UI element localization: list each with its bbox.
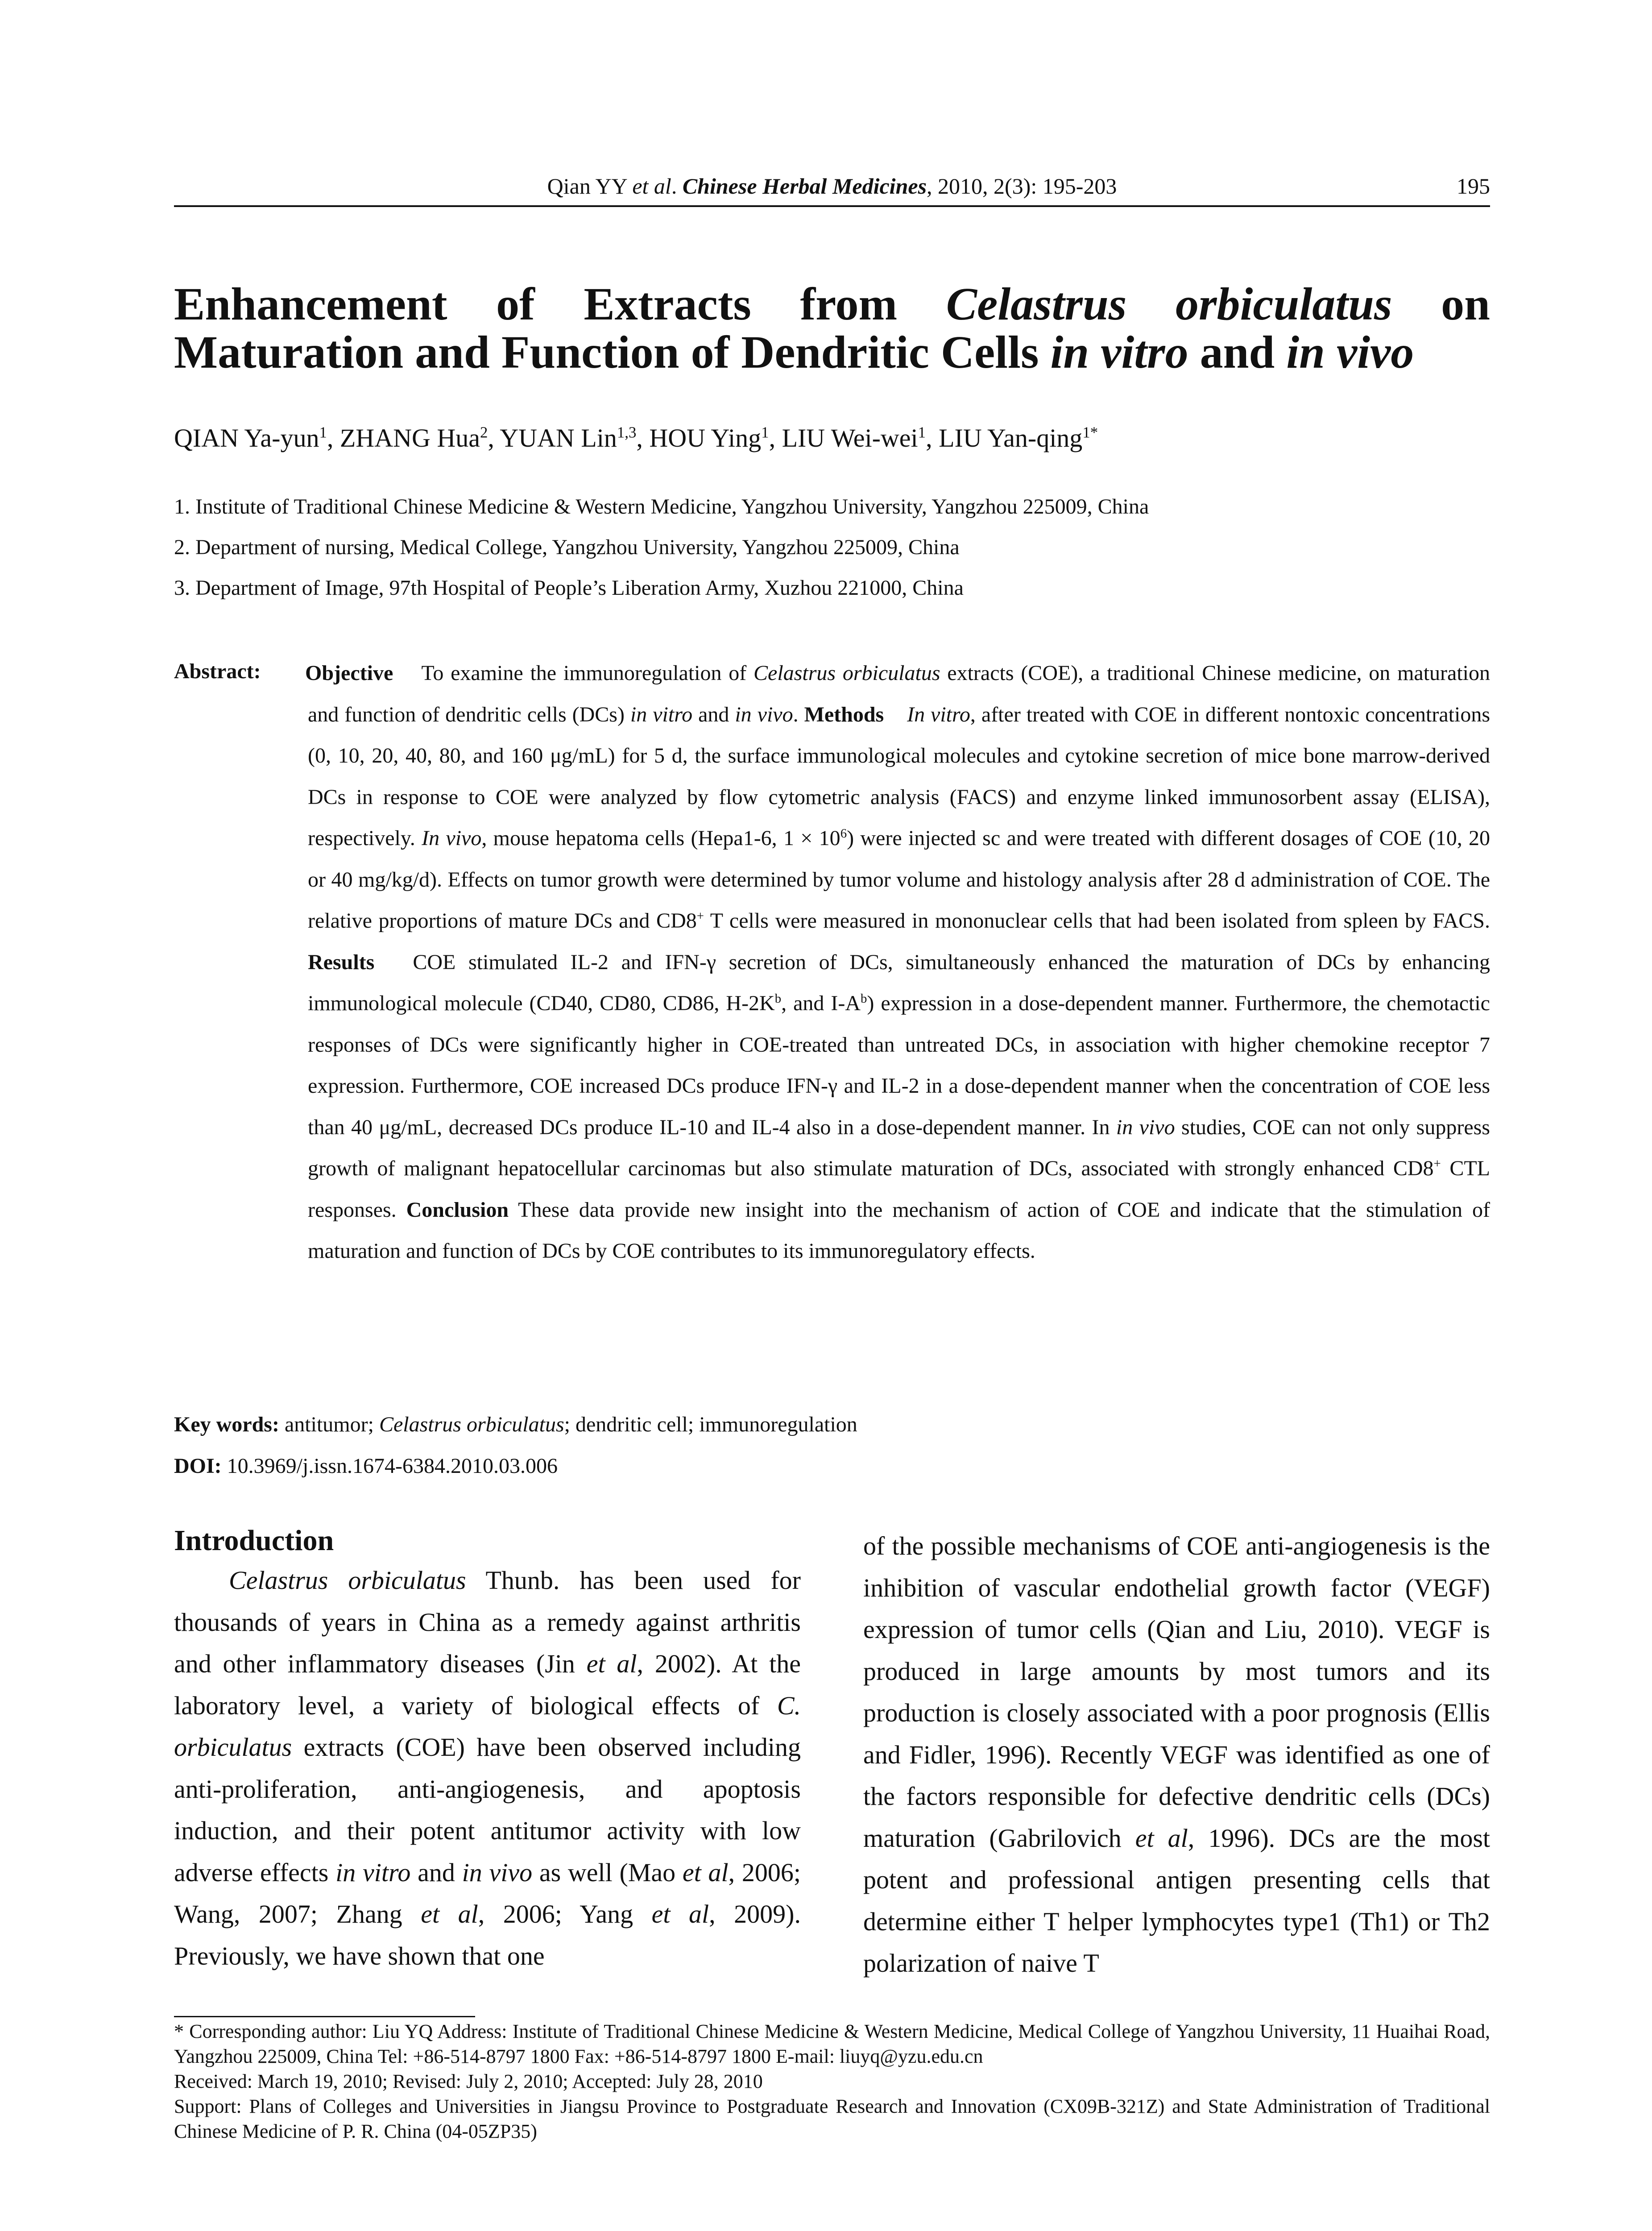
objective-label: Objective	[305, 661, 393, 685]
abstract-superscript: b	[861, 991, 867, 1006]
page-number: 195	[1457, 174, 1490, 199]
author-separator: ,	[327, 423, 340, 452]
author	[649, 423, 782, 452]
intro-italic: et al	[682, 1858, 729, 1887]
abstract-italic: in vivo	[1116, 1115, 1175, 1139]
author	[782, 423, 939, 452]
keywords-label: Key words:	[174, 1413, 279, 1436]
abstract-superscript: +	[1433, 1157, 1441, 1171]
title-word: on	[1441, 278, 1490, 330]
methods-label: Methods	[804, 702, 884, 726]
author-affiliation-mark: 2	[480, 423, 488, 441]
author	[340, 423, 500, 452]
author-affiliation-mark: 1	[319, 423, 327, 441]
abstract-text: CTL responses.	[308, 1157, 1491, 1222]
keywords-italic: Celastrus orbiculatus	[379, 1413, 564, 1436]
title-line-1	[174, 280, 1490, 328]
abstract-text: COE stimulated IL-2 and IFN-γ secretion of DCs, simultaneously enhanced the maturation of DCs by enhancing immunological molecule (CD40, CD80, CD86, H-2K	[308, 950, 1491, 1015]
author	[939, 423, 1098, 452]
abstract-body	[305, 653, 1491, 1272]
abstract-superscript: b	[774, 991, 782, 1006]
author-affiliation-mark: 1,3	[617, 423, 637, 441]
running-header	[174, 173, 1490, 207]
citation-dot: .	[671, 174, 683, 199]
footnote-received: Received: March 19, 2010; Revised: July 2, 2010; Accepted: July 28, 2010	[174, 2070, 763, 2092]
abstract-italic: Celastrus orbiculatus	[754, 661, 940, 685]
citation-volume: , 2010, 2(3): 195-203	[927, 174, 1117, 199]
affiliation-1: 1. Institute of Traditional Chinese Medicine & Western Medicine, Yangzhou University, Yangzhou 225009, China	[174, 495, 1149, 518]
footnote-corresponding-author: * Corresponding author: Liu YQ Address: Institute of Traditional Chinese Medicine & Western Medicine, Medical College of Yangzhou University, 11 Huaihai Road, Yangzhou 225009, China Tel: +86-514-8797 1800 Fax: +86-514-8797 1800 E-mail: liuyq@yzu.edu.cn	[174, 2020, 1490, 2067]
title-fragment: and	[1188, 327, 1287, 378]
intro-italic: C. orbiculatus	[174, 1691, 801, 1762]
title-word: from	[800, 278, 898, 330]
affiliation-2: 2. Department of nursing, Medical College, Yangzhou University, Yangzhou 225009, China	[174, 535, 960, 559]
abstract-text: and	[692, 702, 735, 726]
intro-text: , 2002). At the laboratory level, a variety of biological effects of	[174, 1649, 801, 1720]
author-name: QIAN Ya-yun	[174, 423, 319, 452]
title-word: orbiculatus	[1175, 278, 1392, 330]
title-word: Enhancement	[174, 278, 447, 330]
author-name: ZHANG Hua	[340, 423, 480, 452]
abstract-text: , mouse hepatoma cells (Hepa1-6, 1 × 10	[481, 826, 840, 850]
journal-name: Chinese Herbal Medicines	[682, 174, 927, 199]
title-word: Celastrus	[946, 278, 1127, 330]
author-affiliation-mark: 1	[761, 423, 769, 441]
intro-italic: in vitro	[335, 1858, 411, 1887]
title-fragment: in vivo	[1286, 327, 1414, 378]
footnote-divider	[174, 2016, 475, 2017]
conclusion-label: Conclusion	[406, 1198, 509, 1222]
abstract-label: Abstract:	[174, 659, 261, 683]
affiliation-3: 3. Department of Image, 97th Hospital of People’s Liberation Army, Xuzhou 221000, China	[174, 576, 964, 600]
intro-text: extracts (COE) have been observed including anti-proliferation, anti-angiogenesis, and apoptosis induction, and their potent antitumor activity with low adverse effects	[174, 1733, 801, 1887]
author-name: YUAN Lin	[500, 423, 617, 452]
introduction-right-column	[863, 1525, 1490, 1984]
intro-italic: et al	[1135, 1823, 1188, 1853]
doi	[174, 1454, 558, 1478]
abstract-text: , after treated with COE in different nontoxic concentrations (0, 10, 20, 40, 80, and 160 μg/mL) for 5 d, the surface immunological molecules and cytokine secretion of mice bone marrow-derived DCs in response to COE were analyzed by flow cytometric analysis (FACS) and enzyme linked immunosorbent assay (ELISA), respectively.	[308, 702, 1491, 850]
intro-italic: et al	[421, 1899, 478, 1928]
introduction-paragraph-continued	[863, 1525, 1490, 1984]
article-title	[174, 280, 1490, 377]
intro-text: Thunb. has been used for thousands of years in China as a remedy against arthritis and other inflammatory diseases (Jin	[174, 1566, 801, 1678]
intro-text: , 2009). Previously, we have shown that one	[174, 1899, 801, 1970]
title-word: of	[496, 278, 535, 330]
doi-label: DOI:	[174, 1454, 222, 1478]
title-fragment: in vitro	[1050, 327, 1188, 378]
abstract-text: These data provide new insight into the mechanism of action of COE and indicate that the stimulation of maturation and function of DCs by COE contributes to its immunoregulatory effects.	[308, 1198, 1490, 1263]
abstract-italic: in vivo	[735, 702, 793, 726]
results-label: Results	[308, 950, 375, 974]
author-affiliation-mark: 1	[918, 423, 926, 441]
keywords	[174, 1412, 857, 1437]
title-line-2	[174, 328, 1490, 377]
abstract-text: extracts (COE), a traditional Chinese medicine, on maturation and function of dendritic cells (DCs)	[308, 661, 1491, 726]
journal-citation	[174, 173, 1490, 199]
keywords-text: antitumor;	[279, 1413, 379, 1436]
abstract-superscript: +	[696, 909, 704, 923]
abstract-text: T cells were measured in mononuclear cells that had been isolated from spleen by FACS.	[704, 909, 1490, 933]
footnote-support: Support: Plans of Colleges and Universities in Jiangsu Province to Postgraduate Research and Innovation (CX09B-321Z) and State Administration of Traditional Chinese Medicine of P. R. China (04-05ZP35)	[174, 2095, 1490, 2142]
author-list	[174, 423, 1098, 453]
abstract-italic: In vitro	[907, 702, 970, 726]
introduction-paragraph	[174, 1559, 801, 1977]
intro-italic: et al	[586, 1649, 637, 1678]
abstract-text: To examine the immunoregulation of	[421, 661, 754, 685]
author-separator: ,	[769, 423, 782, 452]
author-separator: ,	[488, 423, 500, 452]
author-affiliation-mark: 1*	[1082, 423, 1098, 441]
intro-text: as well (Mao	[532, 1858, 683, 1887]
author	[500, 423, 649, 452]
author	[174, 423, 340, 452]
footnotes	[174, 2019, 1490, 2144]
author-separator: ,	[636, 423, 650, 452]
abstract-text: .	[793, 702, 804, 726]
intro-italic: in vivo	[462, 1858, 533, 1887]
author-name: LIU Yan-qing	[939, 423, 1083, 452]
intro-italic: Celastrus orbiculatus	[229, 1566, 466, 1595]
citation-etal: et al	[632, 174, 671, 199]
doi-value[interactable]: 10.3969/j.issn.1674-6384.2010.03.006	[221, 1454, 558, 1478]
intro-text: of the possible mechanisms of COE anti-angiogenesis is the inhibition of vascular endothelial growth factor (VEGF) expression of tumor cells (Qian and Liu, 2010). VEGF is produced in large amounts by most tumors and its production is closely associated with a poor prognosis (Ellis and Fidler, 1996). Recently VEGF was identified as one of the factors responsible for defective dendritic cells (DCs) maturation (Gabrilovich	[863, 1531, 1490, 1853]
intro-text: , 2006; Yang	[478, 1899, 652, 1928]
title-word: Extracts	[584, 278, 751, 330]
citation-authors: Qian YY	[547, 174, 633, 199]
abstract-text: studies, COE can not only suppress growth of malignant hepatocellular carcinomas but also stimulate maturation of DCs, associated with strongly enhanced CD8	[308, 1115, 1490, 1180]
introduction-left-column	[174, 1522, 801, 1977]
abstract-italic: in vitro	[630, 702, 693, 726]
keywords-text: ; dendritic cell; immunoregulation	[564, 1413, 857, 1436]
abstract-text: ) were injected sc and were treated with different dosages of COE (10, 20 or 40 mg/kg/d). Effects on tumor growth were determined by tumor volume and histology analysis after 28 d administration of COE. The relative proportions of mature DCs and CD8	[308, 826, 1491, 933]
abstract-text: ) expression in a dose-dependent manner. Furthermore, the chemotactic responses of DCs were significantly higher in COE-treated than untreated DCs, in association with higher chemokine receptor 7 expression. Furthermore, COE increased DCs produce IFN-γ and IL-2 in a dose-dependent manner when the concentration of COE less than 40 μg/mL, decreased DCs produce IL-10 and IL-4 also in a dose-dependent manner. In	[308, 991, 1490, 1139]
intro-text: , 2006; Wang, 2007; Zhang	[174, 1858, 801, 1928]
author-separator: ,	[926, 423, 939, 452]
title-fragment: Maturation and Function of Dendritic Cells	[174, 327, 1051, 378]
author-name: HOU Ying	[649, 423, 762, 452]
intro-text: , 1996). DCs are the most potent and professional antigen presenting cells that determine either T helper lymphocytes type1 (Th1) or Th2 polarization of naive T	[863, 1823, 1490, 1978]
section-heading-introduction: Introduction	[174, 1524, 334, 1557]
abstract-italic: In vivo	[422, 826, 482, 850]
abstract-superscript: 6	[840, 826, 847, 841]
intro-text: and	[410, 1858, 462, 1887]
abstract-text: , and I-A	[781, 991, 861, 1015]
author-name: LIU Wei-wei	[782, 423, 918, 452]
intro-italic: et al	[651, 1899, 709, 1928]
